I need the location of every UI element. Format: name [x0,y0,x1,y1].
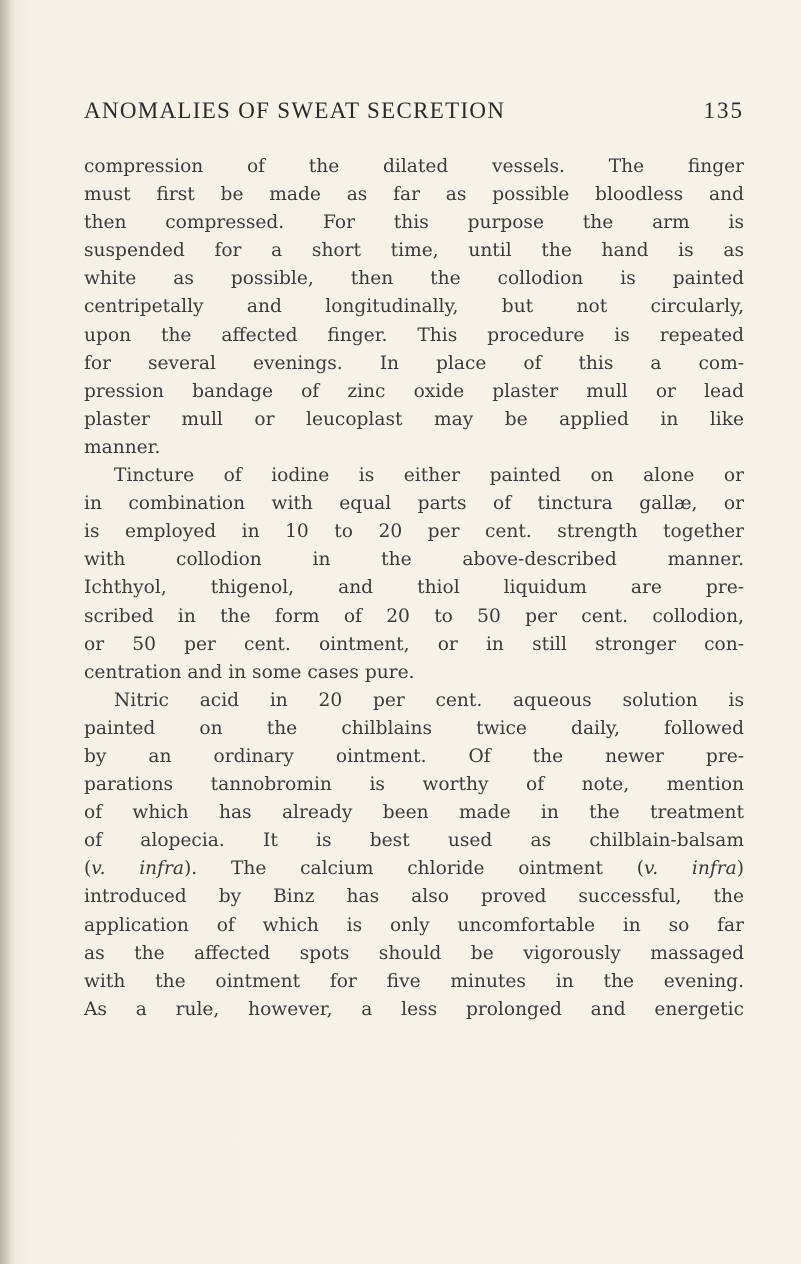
text-line: white as possible, then the collodion is painted [84,268,744,290]
text-line: pression bandage of zinc oxide plaster mull or lead [84,380,744,402]
text-line: scribed in the form of 20 to 50 per cent. collodion, [84,605,744,627]
text-line: centration and in some cases pure. [84,661,415,683]
italic-reference: v. infra [643,858,737,880]
binding-gutter-shadow [0,0,14,1264]
text-line: upon the affected finger. This procedure is repeated [84,324,744,346]
text-line: centripetally and longitudinally, but not circularly, [84,296,744,318]
paragraph-first-line: Nitric acid in 20 per cent. aqueous solution is [114,689,744,711]
text-line: compression of the dilated vessels. The finger [84,156,744,177]
text-line: suspended for a short time, until the hand is as [84,240,744,262]
text-line: application of which is only uncomfortable in so far [84,914,744,936]
text-line-with-italics [84,855,744,883]
italic-reference: v. infra [91,858,185,880]
text-line: of alopecia. It is best used as chilblain-balsam [84,830,744,852]
text-line: of which has already been made in the treatment [84,802,744,824]
text-line: Ichthyol, thigenol, and thiol liquidum are pre- [84,577,744,599]
text-line: for several evenings. In place of this a com- [84,352,744,374]
page-number: 135 [703,98,744,123]
text-line: parations tannobromin is worthy of note, mention [84,774,744,796]
text-fragment: ) [736,858,744,880]
text-line: painted on the chilblains twice daily, followed [84,717,744,739]
paragraph-first-line: Tincture of iodine is either painted on alone or [114,465,744,487]
text-line: plaster mull or leucoplast may be applied in like [84,408,744,430]
page-header [84,98,744,138]
text-line: introduced by Binz has also proved successful, the [84,886,744,908]
text-line: or 50 per cent. ointment, or in still stronger con- [84,633,744,655]
body-text [84,153,744,1024]
text-line: with the ointment for five minutes in the evening. [84,970,744,992]
text-line: As a rule, however, a less prolonged and energetic [84,998,744,1020]
text-line: is employed in 10 to 20 per cent. strength together [84,521,744,543]
text-fragment: ( [84,858,92,880]
text-line: manner. [84,436,161,458]
text-line: with collodion in the above-described manner. [84,549,744,571]
text-line: by an ordinary ointment. Of the newer pre- [84,745,744,767]
text-line: must first be made as far as possible bloodless and [84,184,744,206]
text-line: then compressed. For this purpose the arm is [84,212,744,234]
running-head: ANOMALIES OF SWEAT SECRETION [84,98,506,123]
text-line: as the affected spots should be vigorously massaged [84,942,744,964]
text-line: in combination with equal parts of tinctura gallæ, or [84,493,744,515]
text-fragment: ). The calcium chloride ointment ( [184,858,644,880]
